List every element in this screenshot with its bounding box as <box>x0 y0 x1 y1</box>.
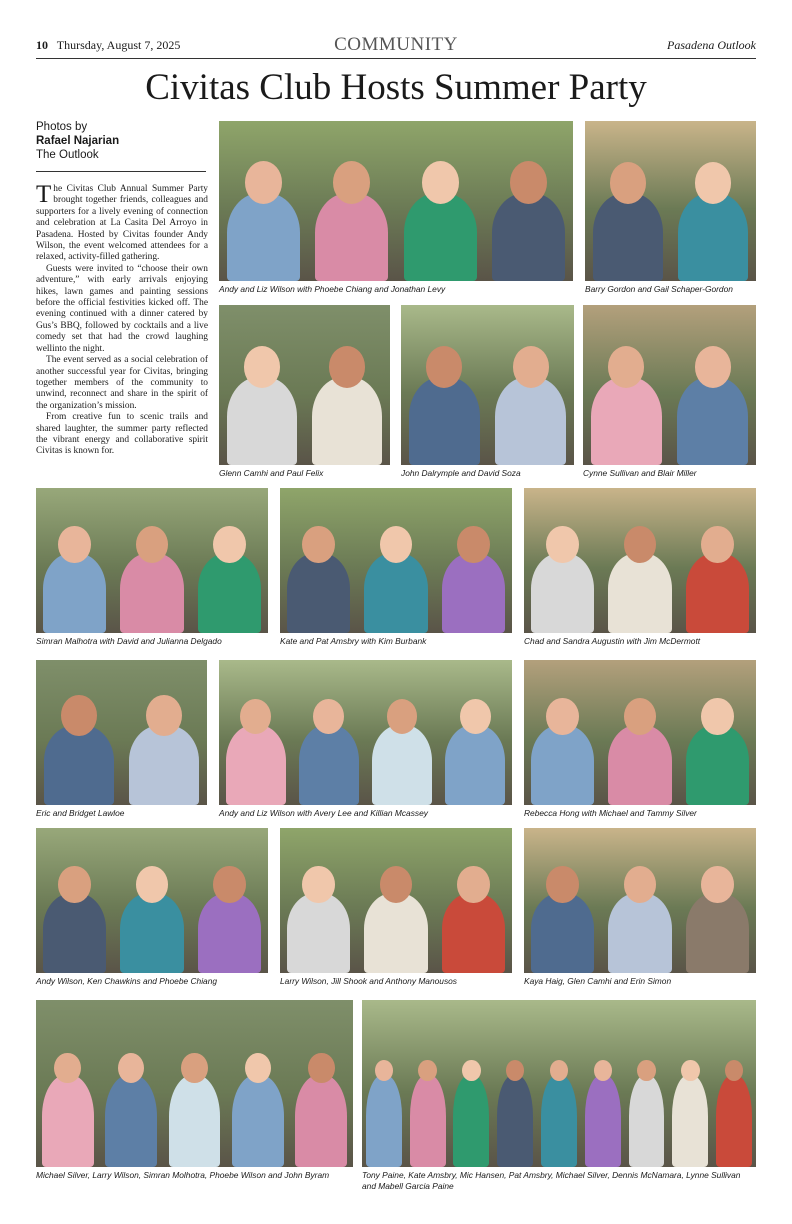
photo-caption: Kate and Pat Amsbry with Kim Burbank <box>280 636 427 646</box>
person-figure <box>287 893 350 973</box>
person-head <box>181 1053 208 1084</box>
person-head <box>546 526 578 563</box>
photo-caption: Andy Wilson, Ken Chawkins and Phoebe Chiang <box>36 976 218 986</box>
photo <box>524 488 756 633</box>
person-head <box>58 526 90 563</box>
person-head <box>244 346 280 387</box>
person-figure <box>686 893 749 973</box>
person-head <box>695 346 731 388</box>
person-figure <box>44 725 114 805</box>
person-head <box>624 698 656 735</box>
person-head <box>54 1053 81 1084</box>
person-figure <box>585 1075 621 1167</box>
person-head <box>701 866 733 903</box>
article-paragraph: From creative fun to scenic trails and shared laughter, the summer party reflected the vibrant energy and collaborative spirit Civitas is known for. <box>36 412 208 457</box>
person-figure <box>453 1075 489 1167</box>
photo-caption: Andy and Liz Wilson with Avery Lee and Killian Mcassey <box>219 808 428 818</box>
person-figure <box>120 553 183 633</box>
person-head <box>546 866 578 903</box>
person-head <box>624 526 656 563</box>
person-figure <box>686 725 749 805</box>
issue-date: Thursday, August 7, 2025 <box>56 38 181 52</box>
person-head <box>637 1060 655 1081</box>
person-figure <box>672 1075 708 1167</box>
drop-cap: T <box>36 181 52 208</box>
person-head <box>695 162 731 203</box>
person-head <box>302 866 334 903</box>
section-name: COMMUNITY <box>334 34 458 55</box>
person-figure <box>364 893 427 973</box>
photo-caption: John Dalrymple and David Soza <box>401 468 521 478</box>
person-head <box>457 866 489 903</box>
photo-caption: Michael Silver, Larry Wilson, Simran Molhotra, Phoebe Wilson and John Byram <box>36 1170 330 1180</box>
person-head <box>701 526 733 563</box>
person-figure <box>593 193 663 281</box>
person-figure <box>366 1075 402 1167</box>
person-figure <box>677 377 748 465</box>
photo-caption: Chad and Sandra Augustin with Jim McDermott <box>524 636 701 646</box>
person-figure <box>226 725 286 805</box>
article-paragraph: Guests were invited to “choose their own adventure,” with early arrivals enjoying hikes, lawn games and painting sessions before the official festivities kicked off. The evening continued with a dinner catered by Gus’s BBQ, followed by cocktails and a live comedy set that had the crowd laughing wellinto the night. <box>36 263 208 354</box>
person-figure <box>198 553 261 633</box>
person-head <box>462 1060 480 1081</box>
person-head <box>418 1060 436 1081</box>
person-head <box>380 526 412 563</box>
page-number: 10 <box>36 38 48 52</box>
person-figure <box>591 377 662 465</box>
photo-caption: Andy and Liz Wilson with Phoebe Chiang and Jonathan Levy <box>219 284 446 294</box>
photo <box>219 121 573 281</box>
person-head <box>513 346 549 388</box>
photo <box>36 1000 353 1167</box>
person-head <box>426 346 462 388</box>
person-head <box>58 866 90 903</box>
photo-caption: Rebecca Hong with Michael and Tammy Silver <box>524 808 697 818</box>
person-head <box>725 1060 743 1081</box>
person-head <box>136 866 168 903</box>
credit-prefix: Photos by <box>36 121 88 133</box>
person-head <box>608 346 644 388</box>
person-figure <box>227 193 300 281</box>
photo <box>585 121 756 281</box>
person-head <box>701 698 733 735</box>
person-head <box>146 695 182 736</box>
person-figure <box>495 377 566 465</box>
person-figure <box>442 553 505 633</box>
person-figure <box>531 553 594 633</box>
person-figure <box>404 193 477 281</box>
person-figure <box>312 377 382 465</box>
person-head <box>506 1060 524 1081</box>
person-figure <box>531 893 594 973</box>
photo <box>401 305 574 465</box>
photo-caption: Barry Gordon and Gail Schaper-Gordon <box>585 284 733 294</box>
credit-outlet: The Outlook <box>36 149 99 161</box>
person-figure <box>629 1075 665 1167</box>
person-head <box>624 866 656 903</box>
photo <box>219 305 390 465</box>
photo <box>583 305 756 465</box>
photo <box>524 828 756 973</box>
person-figure <box>531 725 594 805</box>
person-head <box>61 695 97 736</box>
person-head <box>422 161 459 204</box>
person-figure <box>169 1075 221 1167</box>
person-head <box>213 866 245 903</box>
person-figure <box>43 893 106 973</box>
person-head <box>245 161 282 204</box>
photo-caption: Kaya Haig, Glen Camhi and Erin Simon <box>524 976 672 986</box>
person-figure <box>608 725 671 805</box>
person-figure <box>445 725 505 805</box>
person-figure <box>364 553 427 633</box>
person-head <box>375 1060 393 1081</box>
credit-divider <box>36 171 206 172</box>
photo-caption: Larry Wilson, Jill Shook and Anthony Manousos <box>280 976 457 986</box>
photo <box>36 488 268 633</box>
person-figure <box>227 377 297 465</box>
person-figure <box>608 553 671 633</box>
article-paragraph: The event served as a social celebration of another successful year for Civitas, bringing together members of the community to unwind, reconnect and share in the spirit of the organization’s mission. <box>36 355 208 411</box>
photo <box>36 660 207 805</box>
person-head <box>308 1053 335 1084</box>
photo-credit <box>36 120 206 162</box>
photo-caption: Eric and Bridget Lawloe <box>36 808 125 818</box>
article-body <box>36 181 208 458</box>
person-head <box>594 1060 612 1081</box>
person-figure <box>409 377 480 465</box>
person-figure <box>198 893 261 973</box>
person-figure <box>299 725 359 805</box>
photo <box>36 828 268 973</box>
person-figure <box>497 1075 533 1167</box>
person-figure <box>42 1075 94 1167</box>
person-head <box>550 1060 568 1081</box>
person-figure <box>129 725 199 805</box>
person-figure <box>716 1075 752 1167</box>
person-head <box>610 162 646 203</box>
person-head <box>329 346 365 387</box>
photo-caption: Glenn Camhi and Paul Felix <box>219 468 324 478</box>
person-figure <box>287 553 350 633</box>
page-header <box>36 34 756 59</box>
person-figure <box>120 893 183 973</box>
person-head <box>380 866 412 903</box>
person-head <box>136 526 168 563</box>
person-head <box>245 1053 272 1084</box>
person-figure <box>541 1075 577 1167</box>
person-figure <box>442 893 505 973</box>
person-figure <box>372 725 432 805</box>
photo <box>280 828 512 973</box>
photo-caption: Tony Paine, Kate Amsbry, Mic Hansen, Pat Amsbry, Michael Silver, Dennis McNamara, Lynne Sullivan and Mabell Garcia Paine <box>362 1170 741 1191</box>
person-figure <box>410 1075 446 1167</box>
person-figure <box>43 553 106 633</box>
person-head <box>546 698 578 735</box>
person-figure <box>678 193 748 281</box>
person-figure <box>492 193 565 281</box>
person-figure <box>295 1075 347 1167</box>
article-paragraph: The Civitas Club Annual Summer Party brought together friends, colleagues and supporters for a lively evening of connection and celebration at La Casita Del Arroyo in Pasadena. Hosted by Civitas founder Andy Wilson, the event welcomed attendees for a relaxed, activity-filled gathering. <box>36 181 208 263</box>
photo <box>219 660 512 805</box>
person-head <box>213 526 245 563</box>
photo <box>362 1000 756 1167</box>
headline: Civitas Club Hosts Summer Party <box>145 67 647 108</box>
photo-caption: Cynne Sullivan and Blair Miller <box>583 468 697 478</box>
person-head <box>457 526 489 563</box>
person-figure <box>686 553 749 633</box>
person-figure <box>608 893 671 973</box>
person-figure <box>315 193 388 281</box>
photo-caption: Simran Malhotra with David and Julianna Delgado <box>36 636 222 646</box>
person-figure <box>232 1075 284 1167</box>
person-head <box>460 699 491 734</box>
photo <box>524 660 756 805</box>
person-head <box>681 1060 699 1081</box>
person-head <box>302 526 334 563</box>
photographer-name: Rafael Najarian <box>36 135 120 147</box>
person-figure <box>105 1075 157 1167</box>
photo <box>280 488 512 633</box>
publication-name: Pasadena Outlook <box>667 38 756 52</box>
